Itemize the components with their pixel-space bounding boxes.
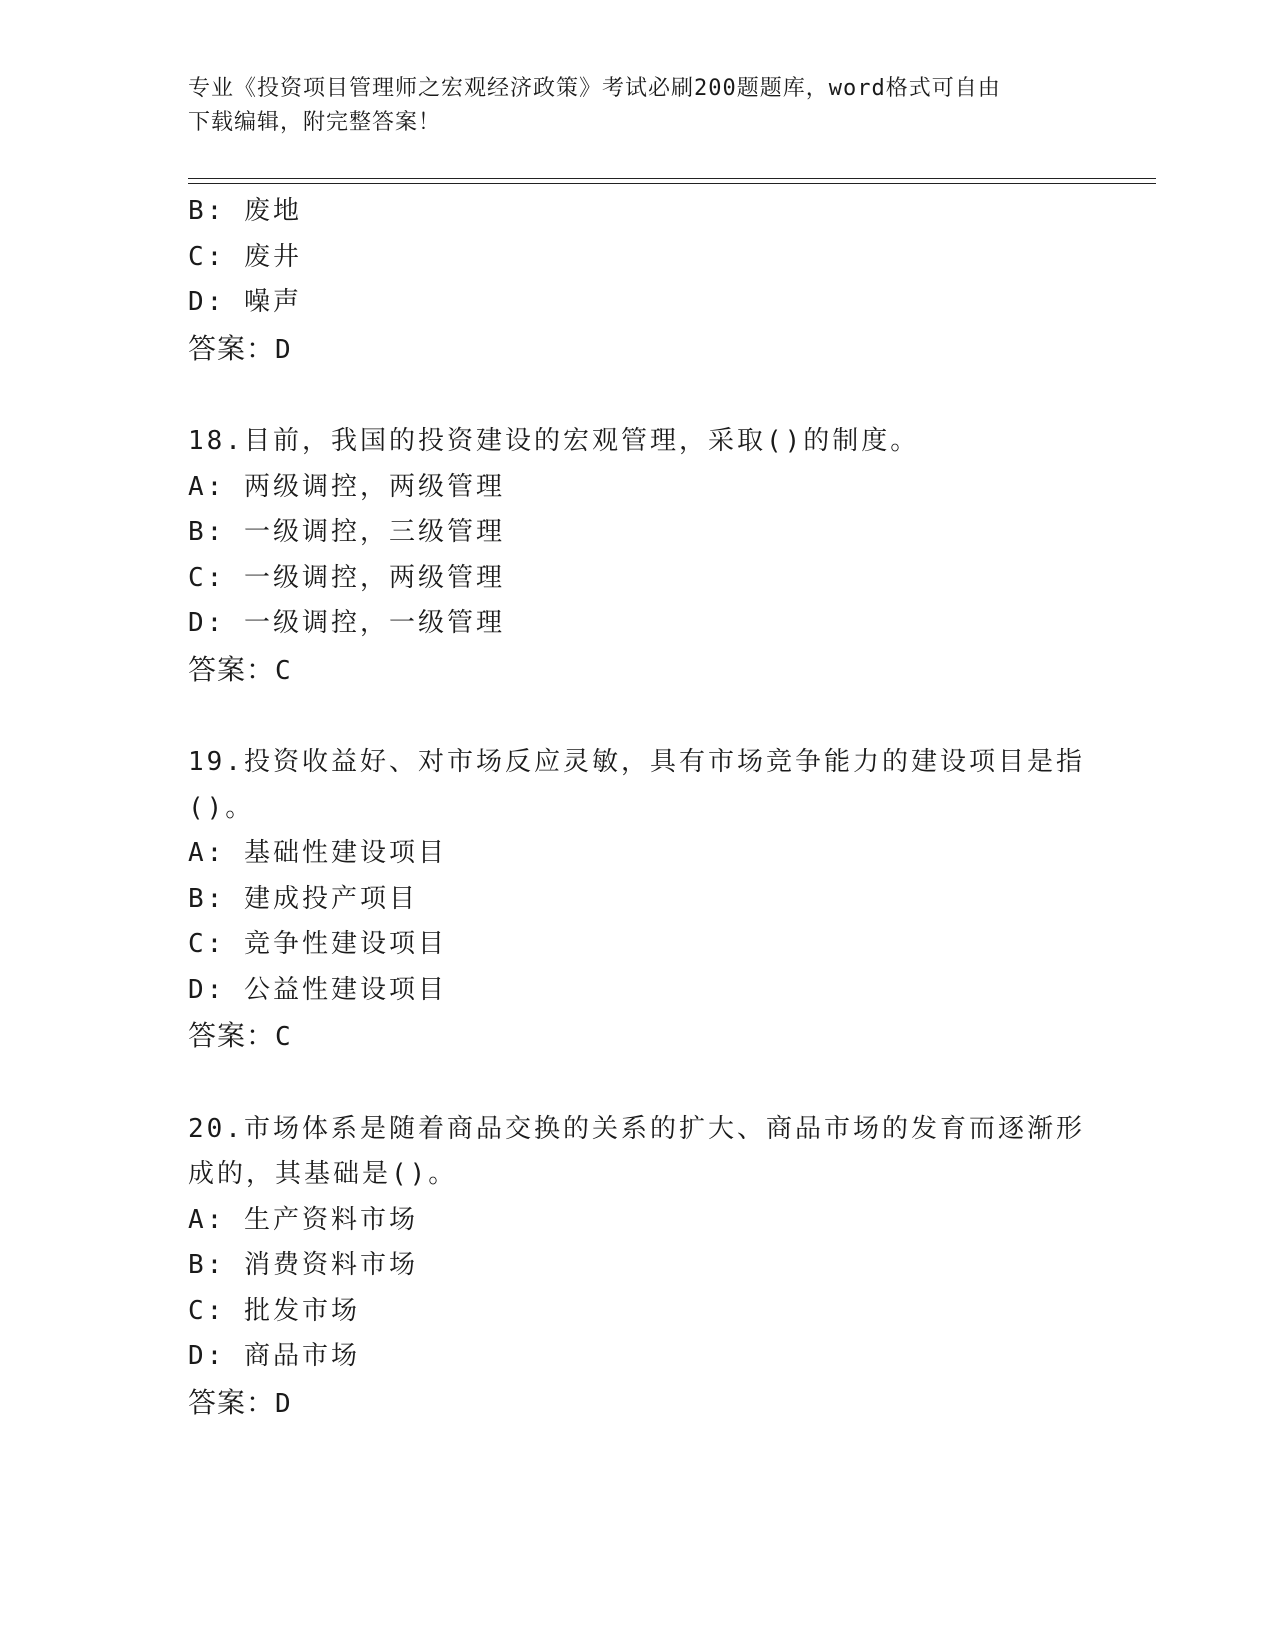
option-a: A: 生产资料市场	[188, 1204, 418, 1235]
answer-value: C	[275, 655, 292, 686]
header-divider-top	[188, 178, 1156, 179]
option-c: C: 一级调控，两级管理	[188, 562, 505, 593]
option-b: B: 消费资料市场	[188, 1250, 418, 1280]
answer-value: D	[275, 1388, 292, 1419]
question-stem: 18.目前，我国的投资建设的宏观管理，采取()的制度。	[188, 426, 920, 456]
question-20	[188, 1107, 1088, 1428]
option-a: A: 两级调控，两级管理	[188, 471, 505, 502]
option-c: C: 竞争性建设项目	[188, 929, 447, 959]
question-19	[188, 740, 1088, 1061]
header-line-1: 专业《投资项目管理师之宏观经济政策》考试必刷200题题库，word格式可自由	[188, 76, 1001, 101]
question-stem-cont: 成的，其基础是()。	[188, 1159, 458, 1189]
answer-line	[188, 647, 1088, 695]
question-stem: 20.市场体系是随着商品交换的关系的扩大、商品市场的发育而逐渐形	[188, 1113, 1085, 1144]
answer-line	[188, 326, 1088, 374]
option-c: C: 废井	[188, 241, 302, 272]
answer-value: C	[275, 1022, 292, 1052]
option-d: D: 一级调控，一级管理	[188, 608, 505, 638]
answer-line	[188, 1380, 1088, 1428]
question-list	[188, 189, 1088, 1427]
option-c: C: 批发市场	[188, 1295, 360, 1326]
question-stem-cont: ()。	[188, 792, 255, 823]
answer-value: D	[275, 334, 292, 365]
answer-label: 答案：	[188, 1019, 276, 1052]
document-header	[188, 72, 1068, 140]
answer-label: 答案：	[188, 652, 276, 686]
answer-label: 答案：	[188, 1385, 276, 1419]
option-b: B: 建成投产项目	[188, 883, 418, 914]
answer-label: 答案：	[188, 331, 276, 365]
option-d: D: 公益性建设项目	[188, 974, 447, 1005]
header-divider-bottom	[188, 183, 1156, 184]
question-18	[188, 419, 1088, 694]
header-line-2: 下载编辑，附完整答案！	[188, 110, 442, 135]
answer-line	[188, 1013, 1088, 1061]
option-a: A: 基础性建设项目	[188, 838, 447, 868]
prev-question-block	[188, 189, 1088, 373]
option-d: D: 噪声	[188, 287, 302, 317]
option-b: B: 废地	[188, 196, 302, 226]
option-b: B: 一级调控，三级管理	[188, 517, 505, 547]
option-d: D: 商品市场	[188, 1341, 360, 1371]
question-stem: 19.投资收益好、对市场反应灵敏，具有市场竞争能力的建设项目是指	[188, 747, 1085, 777]
